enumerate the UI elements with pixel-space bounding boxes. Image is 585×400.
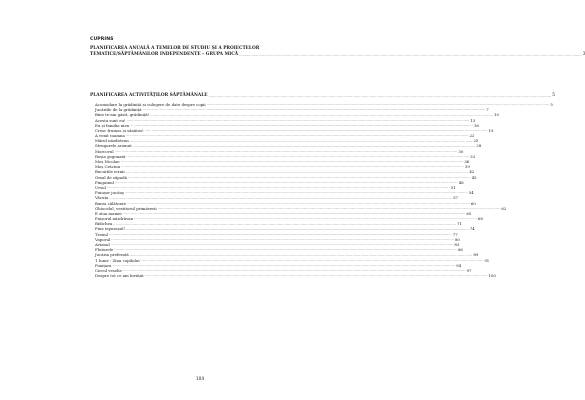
leader-dots: ............................................................................................................................................................................................................................................................................................................	[129, 138, 473, 143]
leader-dots: ............................................................................................................................................................................................................................................................................................................	[109, 231, 452, 236]
toc-entry-page: 100	[488, 273, 496, 279]
leader-dots: ............................................................................................................................................................................................................................................................................................................	[239, 53, 582, 57]
toc-entry-page: 86	[457, 247, 463, 253]
leader-dots: ............................................................................................................................................................................................................................................................................................................	[144, 128, 488, 133]
toc-entry-title: Acesta sunt eu!	[95, 117, 126, 123]
leader-dots: ............................................................................................................................................................................................................................................................................................................	[111, 237, 454, 242]
toc-entry-page: 94	[456, 262, 462, 268]
toc-entry-title: Vaporul	[95, 236, 111, 242]
toc-entry-title: Ridichea	[95, 221, 113, 227]
leader-dots: ............................................................................................................................................................................................................................................................................................................	[208, 94, 552, 98]
toc-entry	[95, 273, 496, 279]
toc-entry-page: 22	[469, 133, 475, 139]
leader-dots: ............................................................................................................................................................................................................................................................................................................	[142, 107, 486, 112]
leader-dots: ............................................................................................................................................................................................................................................................................................................	[150, 112, 493, 117]
leader-dots: ............................................................................................................................................................................................................................................................................................................	[122, 211, 466, 216]
toc-entry-page: 77	[452, 231, 458, 237]
toc-entry-title: Moș Crăciun	[95, 164, 121, 170]
section-weekly-page: 5	[552, 93, 555, 98]
toc-entry-page: 42	[469, 169, 475, 175]
toc-entry-title: Jucăriile de la grădiniță	[95, 107, 142, 113]
toc-entry-page: 97	[466, 267, 472, 273]
toc-entry-title: Strugurele aromat	[95, 143, 132, 149]
toc-entry-page: 89	[473, 252, 479, 258]
toc-entry-title: Roșia gogonată	[95, 153, 126, 159]
leader-dots: ............................................................................................................................................................................................................................................................................................................	[125, 133, 469, 138]
toc-entry-title: Jucăria preferată	[95, 252, 129, 258]
toc-entry-title: Pinguinul	[95, 179, 114, 185]
leader-dots: ............................................................................................................................................................................................................................................................................................................	[114, 247, 457, 252]
toc-entry-page: 10	[493, 112, 499, 118]
leader-dots: ............................................................................................................................................................................................................................................................................................................	[126, 117, 470, 122]
toc-entry-title: Ghiocelul, vestitorul primăverii	[95, 205, 157, 211]
toc-entry-page: 80	[454, 236, 460, 242]
table-of-contents	[95, 101, 553, 279]
toc-entry-title: Morcovul	[95, 148, 114, 154]
toc-entry-title: Eu și familia mea	[95, 122, 130, 128]
toc-entry-title: Poiațara	[95, 262, 112, 268]
toc-entry-title: Fluturele	[95, 247, 114, 253]
toc-entry-page: 28	[476, 143, 482, 149]
leader-dots: ............................................................................................................................................................................................................................................................................................................	[134, 216, 477, 221]
toc-entry-page: 30	[458, 148, 464, 154]
leader-dots: ............................................................................................................................................................................................................................................................................................................	[157, 205, 501, 210]
toc-entry-title: Trenul	[95, 231, 109, 237]
leader-dots: ............................................................................................................................................................................................................................................................................................................	[110, 242, 454, 247]
leader-dots: ............................................................................................................................................................................................................................................................................................................	[125, 169, 469, 174]
leader-dots: ............................................................................................................................................................................................................................................................................................................	[114, 180, 458, 184]
toc-entry-page: 68	[477, 216, 483, 222]
toc-entry-page: 57	[453, 195, 459, 201]
toc-entry-title: A venit toamna	[95, 133, 125, 139]
toc-entry-title: Cresc frumos și sănătos!	[95, 127, 144, 133]
toc-entry-page: 19	[488, 127, 494, 133]
toc-entry-title: E ziua mamei	[95, 210, 122, 216]
toc-entry-title: Bucuriile iernii	[95, 169, 125, 175]
toc-entry-title: Fine iepurașul!	[95, 226, 126, 232]
toc-entry-page: 74	[469, 226, 475, 232]
section-annual-line1: PLANIFICAREA ANUALĂ A TEMELOR DE STUDIU ȘI A PROIECTELOR	[90, 46, 260, 51]
leader-dots: ............................................................................................................................................................................................................................................................................................................	[132, 143, 476, 148]
page-title: CUPRINS	[90, 37, 114, 42]
toc-entry-page: 62	[501, 205, 507, 211]
toc-entry-title: 1 Iunie - Ziua copilului	[95, 257, 140, 263]
leader-dots: ............................................................................................................................................................................................................................................................................................................	[125, 190, 468, 195]
toc-entry-title: Moș Nicolae	[95, 159, 120, 165]
leader-dots: ............................................................................................................................................................................................................................................................................................................	[122, 268, 466, 273]
leader-dots: ............................................................................................................................................................................................................................................................................................................	[126, 226, 469, 231]
toc-entry-title: Puiușor jucăuș	[95, 190, 125, 196]
leader-dots: ............................................................................................................................................................................................................................................................................................................	[112, 263, 456, 267]
leader-dots: ............................................................................................................................................................................................................................................................................................................	[130, 122, 473, 127]
section-weekly-label: PLANIFICAREA ACTIVITĂȚILOR SĂPTĂMÂNALE	[90, 93, 208, 98]
leader-dots: ............................................................................................................................................................................................................................................................................................................	[206, 102, 550, 107]
toc-entry-page: 91	[484, 257, 490, 263]
toc-entry-title: Bine te-am găsit, grădiniță!	[95, 112, 150, 118]
toc-entry-page: 65	[466, 210, 472, 216]
section-annual-planning	[90, 46, 585, 58]
leader-dots: ............................................................................................................................................................................................................................................................................................................	[127, 174, 471, 179]
page-number: 104	[195, 377, 205, 382]
toc-entry-page: 54	[468, 190, 474, 196]
toc-entry-page: 7	[486, 107, 489, 113]
toc-entry-title: Acomodare la grădiniță și culegere de date despre copii	[95, 101, 206, 107]
toc-entry-title: Avionul	[95, 242, 110, 248]
leader-dots: ............................................................................................................................................................................................................................................................................................................	[113, 221, 456, 226]
toc-entry-title: Barza călătoare	[95, 200, 127, 206]
section-annual-line2: TEMATICE/SĂPTĂMÂNILOR INDEPENDENTE – GRUPA MICĂ	[90, 52, 239, 57]
leader-dots: ............................................................................................................................................................................................................................................................................................................	[140, 257, 484, 262]
toc-entry-title: Vâcuța	[95, 195, 109, 201]
toc-entry-title: Mărul năzdrăvan	[95, 138, 129, 144]
toc-entry-page: 39	[464, 164, 470, 170]
leader-dots: ............................................................................................................................................................................................................................................................................................................	[127, 200, 470, 205]
toc-entry-page: 5	[550, 101, 553, 107]
leader-dots: ............................................................................................................................................................................................................................................................................................................	[129, 252, 473, 257]
leader-dots: ............................................................................................................................................................................................................................................................................................................	[121, 164, 464, 169]
toc-entry-page: 33	[470, 153, 476, 159]
section-annual-page: 3	[582, 52, 585, 57]
toc-entry-title: Ursul	[95, 184, 106, 190]
toc-entry-title: Puișorul năzdrăvan	[95, 216, 134, 222]
toc-entry-page: 45	[471, 174, 477, 180]
leader-dots: ............................................................................................................................................................................................................................................................................................................	[120, 159, 464, 164]
toc-entry-page: 36	[464, 159, 470, 165]
toc-entry-page: 60	[470, 200, 476, 206]
leader-dots: ............................................................................................................................................................................................................................................................................................................	[126, 154, 470, 159]
toc-entry-page: 51	[450, 184, 456, 190]
toc-entry-title: Circul veselie	[95, 267, 122, 273]
toc-entry-page: 13	[470, 117, 476, 123]
leader-dots: ............................................................................................................................................................................................................................................................................................................	[106, 185, 450, 190]
toc-entry-page: 83	[454, 242, 460, 248]
section-weekly-planning	[90, 93, 555, 99]
leader-dots: ............................................................................................................................................................................................................................................................................................................	[144, 273, 488, 278]
toc-entry-title: Omul de zăpadă	[95, 174, 127, 180]
toc-entry-page: 16	[473, 122, 479, 128]
toc-entry-page: 48	[458, 179, 464, 185]
leader-dots: ............................................................................................................................................................................................................................................................................................................	[114, 148, 458, 153]
toc-entry-title: Despre tot ce am învățat	[95, 273, 144, 279]
toc-entry-page: 25	[473, 138, 479, 144]
leader-dots: ............................................................................................................................................................................................................................................................................................................	[109, 195, 453, 200]
toc-entry-page: 71	[456, 221, 462, 227]
